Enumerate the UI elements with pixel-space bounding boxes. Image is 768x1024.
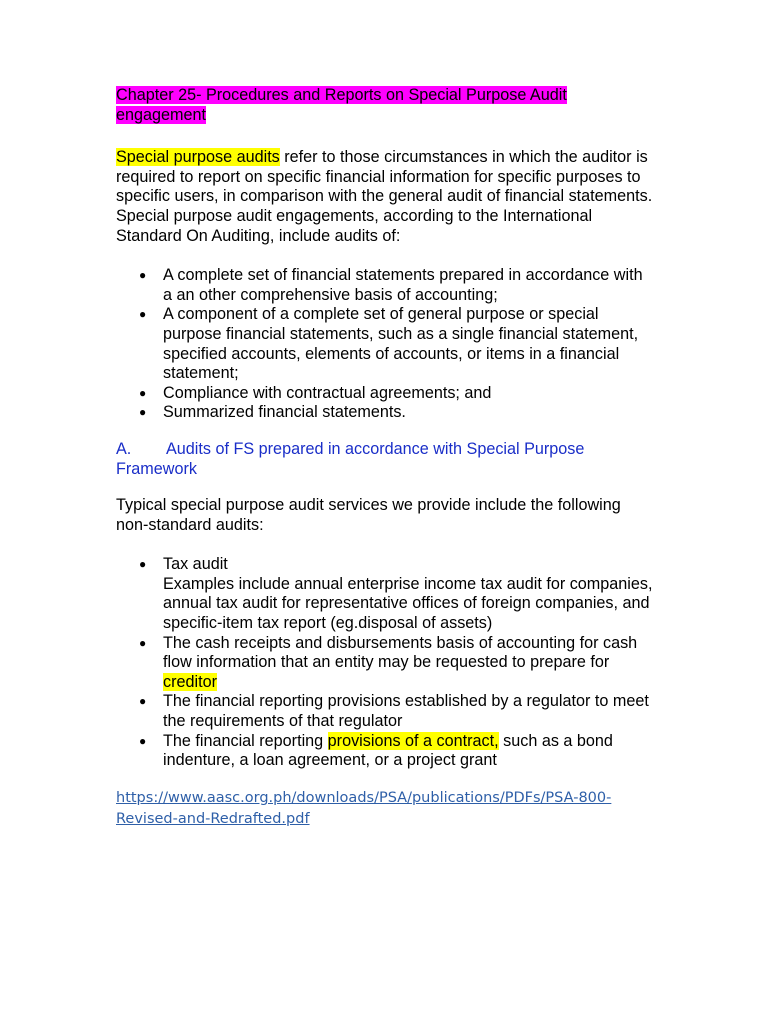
bullet-icon: ● (139, 385, 147, 400)
reference-link[interactable]: https://www.aasc.org.ph/downloads/PSA/publications/PDFs/PSA-800-Revised-and-Redrafted.pdf (116, 789, 612, 827)
bullet-icon: ● (139, 557, 147, 572)
list-item: ● The financial reporting provisions of a contract, such as a bond indenture, a loan agreement, or a project grant (139, 731, 613, 770)
section-a-letter: A. (116, 439, 132, 458)
list-item: ● A complete set of financial statements prepared in accordance with a an other comprehensive basis of accounting; (139, 266, 643, 304)
contract-highlight: provisions of a contract, (327, 731, 499, 750)
bullet-icon: ● (139, 635, 147, 650)
list-item: ● A component of a complete set of general purpose or special purpose financial statements, such as a single financial statement, specified accounts, elements of accounts, or items in a financial statement; (139, 305, 639, 383)
list-item (116, 555, 656, 633)
bullet-icon: ● (139, 694, 147, 709)
chapter-title (116, 86, 656, 125)
section-a-text: Audits of FS prepared in accordance with Special Purpose Framework (116, 439, 585, 478)
intro-text: refer to those circumstances in which the auditor is required to report on specific financial information for specific purposes to specific users, in comparison with the general audit of financial statements. Special purpose audit engagements, according to the International Standard On Auditing, include audits of: (116, 148, 653, 245)
bullet-icon: ● (139, 733, 147, 748)
creditor-highlight: creditor (163, 672, 217, 691)
tax-audit-title: Tax audit (163, 555, 228, 574)
chapter-title-text: Chapter 25- Procedures and Reports on Special Purpose Audit engagement (116, 86, 567, 124)
list-item: ● Compliance with contractual agreements; and (139, 383, 492, 402)
tax-audit-body: Examples include annual enterprise income tax audit for companies, annual tax audit for representative offices of foreign companies, and specific-item tax report (eg.disposal of assets) (163, 574, 653, 633)
bullet-icon: ● (139, 405, 147, 420)
non-standard-audits-list (116, 555, 656, 771)
list-item: ● Summarized financial statements. (139, 403, 406, 422)
intro-highlight: Special purpose audits (116, 148, 280, 167)
list-item: ● The cash receipts and disbursements basis of accounting for cash flow information that an entity may be requested to prepare for creditor (139, 633, 638, 691)
document-page (116, 86, 656, 830)
bullet-icon: ● (139, 268, 147, 283)
bullet-icon: ● (139, 307, 147, 322)
audit-types-list (116, 266, 656, 423)
section-a-heading (116, 440, 656, 479)
services-paragraph: Typical special purpose audit services we provide include the following non-standard audits: (116, 496, 621, 534)
intro-paragraph (116, 148, 656, 246)
list-item: ● The financial reporting provisions established by a regulator to meet the requirements of that regulator (139, 692, 649, 731)
